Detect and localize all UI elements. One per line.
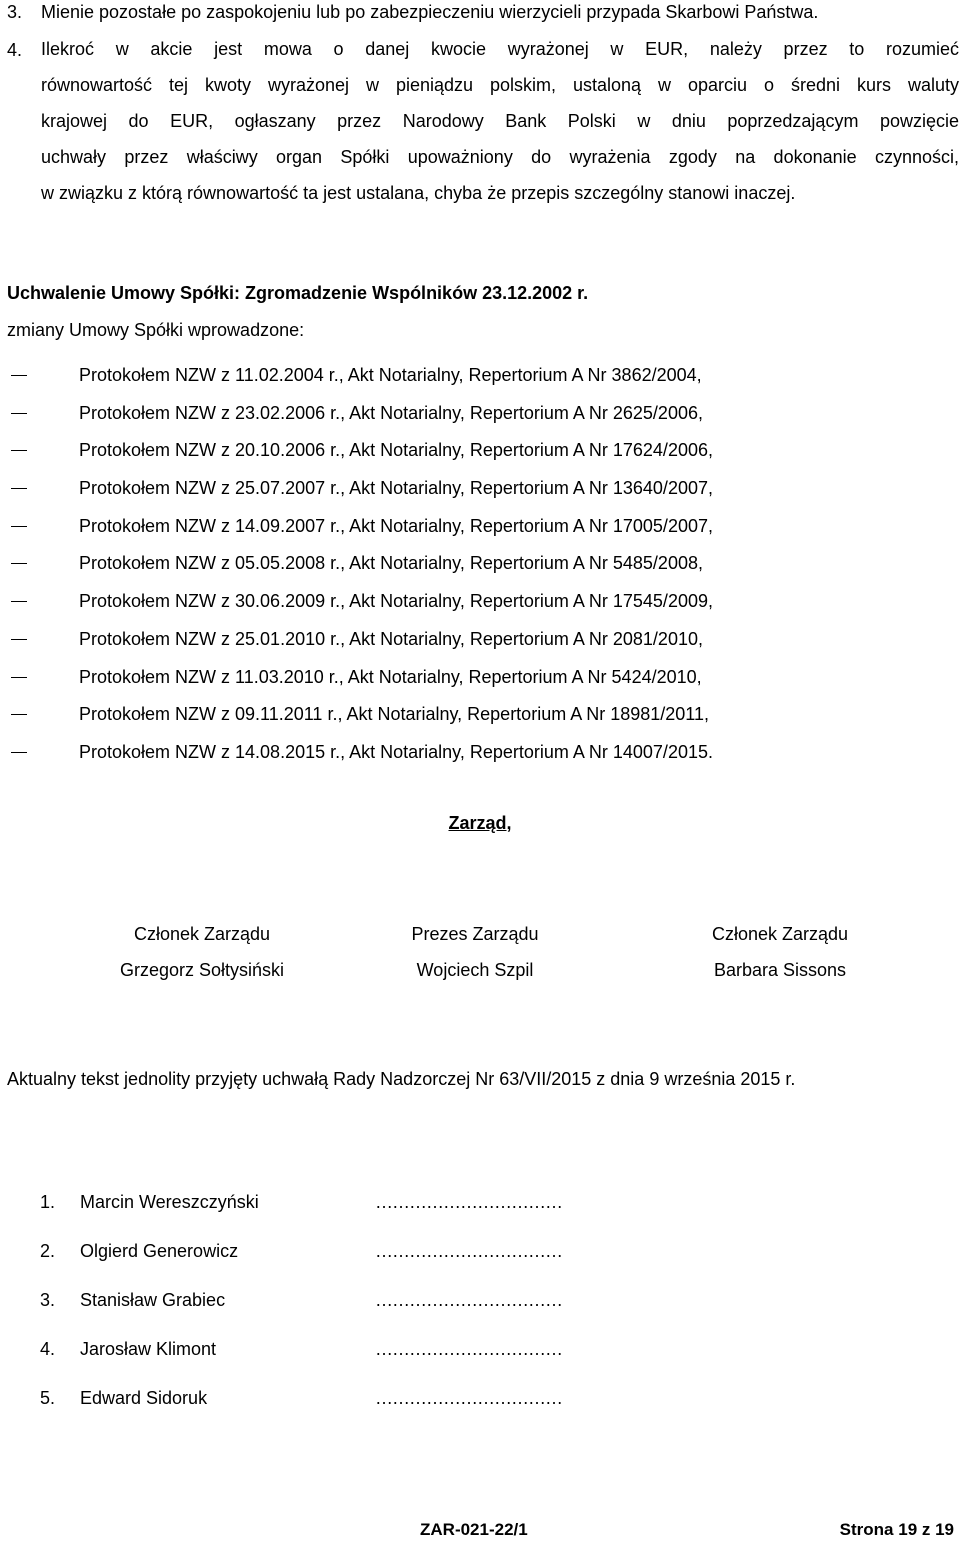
amendment-text: Protokołem NZW z 11.03.2010 r., Akt Notarialny, Repertorium A Nr 5424/2010,: [79, 666, 702, 687]
adoption-heading: Uchwalenie Umowy Spółki: Zgromadzenie Wspólników 23.12.2002 r.: [7, 283, 589, 303]
paragraph-3-text: Mienie pozostałe po zaspokojeniu lub po zabezpieczeniu wierzycieli przypada Skarbowi Państwa.: [41, 2, 819, 22]
signatory-name: Grzegorz Sołtysiński: [119, 960, 285, 980]
document-code: ZAR-021-22/1: [420, 1520, 528, 1539]
dash-bullet-icon: [11, 450, 27, 451]
signature-line: ……………………………: [375, 1388, 562, 1408]
dash-bullet-icon: [11, 714, 27, 715]
amendment-text: Protokołem NZW z 05.05.2008 r., Akt Notarialny, Repertorium A Nr 5485/2008,: [79, 553, 703, 574]
member-number: 3.: [40, 1290, 56, 1310]
dash-bullet-icon: [11, 526, 27, 527]
dash-bullet-icon: [11, 752, 27, 753]
signature-line: ……………………………: [375, 1192, 562, 1212]
dash-bullet-icon: [11, 563, 27, 564]
paragraph-4-line: krajowej do EUR, ogłaszany przez Narodowy Bank Polski w dniu poprzedzającym powzięcie: [41, 111, 959, 131]
consolidated-text-note: Aktualny tekst jednolity przyjęty uchwałą Rady Nadzorczej Nr 63/VII/2015 z dnia 9 września 2015 r.: [7, 1069, 796, 1089]
signature-line: ……………………………: [375, 1290, 562, 1310]
amendment-text: Protokołem NZW z 14.09.2007 r., Akt Notarialny, Repertorium A Nr 17005/2007,: [79, 515, 713, 536]
member-name: Olgierd Generowicz: [80, 1241, 239, 1261]
paragraph-4-line: uchwały przez właściwy organ Spółki upoważniony do wyrażenia zgody na dokonanie czynności,: [41, 147, 959, 167]
signatory-name: Wojciech Szpil: [416, 960, 534, 980]
signatory-name: Barbara Sissons: [713, 960, 847, 980]
member-number: 4.: [40, 1339, 56, 1359]
paragraph-4-line: Ilekroć w akcie jest mowa o danej kwocie wyrażonej w EUR, należy przez to rozumieć: [41, 39, 959, 59]
amendment-text: Protokołem NZW z 14.08.2015 r., Akt Notarialny, Repertorium A Nr 14007/2015.: [79, 741, 713, 762]
paragraph-4-line: równowartość tej kwoty wyrażonej w pieniądzu polskim, ustaloną w oparciu o średni kurs waluty: [41, 75, 959, 95]
member-name: Jarosław Klimont: [80, 1339, 217, 1359]
amendments-subheading: zmiany Umowy Spółki wprowadzone:: [7, 320, 305, 340]
dash-bullet-icon: [11, 413, 27, 414]
board-title: Zarząd,: [448, 813, 512, 833]
signature-line: ……………………………: [375, 1241, 562, 1261]
dash-bullet-icon: [11, 639, 27, 640]
member-number: 2.: [40, 1241, 56, 1261]
amendment-text: Protokołem NZW z 09.11.2011 r., Akt Notarialny, Repertorium A Nr 18981/2011,: [79, 704, 709, 725]
dash-bullet-icon: [11, 601, 27, 602]
amendment-text: Protokołem NZW z 11.02.2004 r., Akt Notarialny, Repertorium A Nr 3862/2004,: [79, 365, 702, 385]
member-number: 1.: [40, 1192, 56, 1212]
amendment-text: Protokołem NZW z 25.07.2007 r., Akt Notarialny, Repertorium A Nr 13640/2007,: [79, 478, 713, 499]
dash-bullet-icon: [11, 677, 27, 678]
member-name: Stanisław Grabiec: [80, 1290, 226, 1310]
paragraph-4-line: w związku z którą równowartość ta jest ustalana, chyba że przepis szczególny stanowi inaczej.: [41, 183, 796, 203]
amendment-text: Protokołem NZW z 20.10.2006 r., Akt Notarialny, Repertorium A Nr 17624/2006,: [79, 440, 713, 461]
page-number: Strona 19 z 19: [839, 1520, 954, 1539]
signatory-role: Członek Zarządu: [711, 924, 849, 944]
amendment-text: Protokołem NZW z 30.06.2009 r., Akt Notarialny, Repertorium A Nr 17545/2009,: [79, 591, 713, 612]
dash-bullet-icon: [11, 488, 27, 489]
signatory-role: Członek Zarządu: [133, 924, 271, 944]
member-number: 5.: [40, 1388, 56, 1408]
paragraph-3-number: 3.: [7, 2, 23, 22]
member-name: Marcin Wereszczyński: [80, 1192, 259, 1212]
amendment-text: Protokołem NZW z 25.01.2010 r., Akt Notarialny, Repertorium A Nr 2081/2010,: [79, 628, 703, 649]
signatory-role: Prezes Zarządu: [411, 924, 539, 944]
member-name: Edward Sidoruk: [80, 1388, 208, 1408]
paragraph-4-number: 4.: [7, 40, 23, 60]
signature-line: ……………………………: [375, 1339, 562, 1359]
amendment-text: Protokołem NZW z 23.02.2006 r., Akt Notarialny, Repertorium A Nr 2625/2006,: [79, 402, 703, 423]
dash-bullet-icon: [11, 375, 27, 376]
